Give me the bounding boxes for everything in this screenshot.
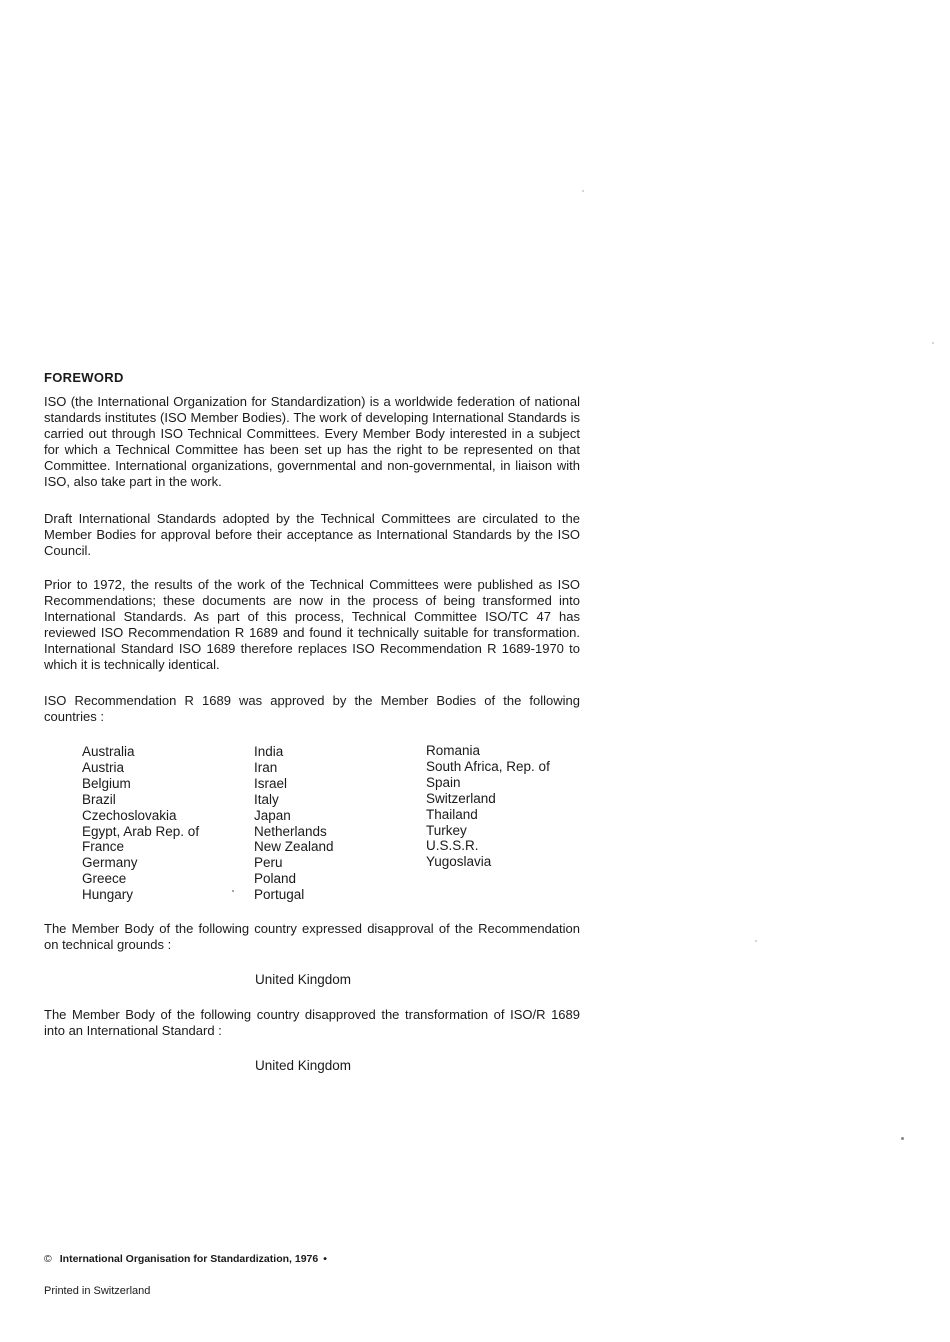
countries-column-2 xyxy=(254,744,334,903)
country-item: Italy xyxy=(254,791,279,807)
foreword-paragraph-transformation-disapproval: The Member Body of the following country disapproved the transformation of ISO/R 1689 into an International Standard : xyxy=(44,1007,580,1038)
country-item: Yugoslavia xyxy=(426,854,492,870)
foreword-paragraph-iso-description: ISO (the International Organization for Standardization) is a worldwide federation of national standards institutes (ISO Member Bodies). The work of developing International Standards is carried out through ISO Technical Committees. Every Member Body interested in a subject for which a Technical Committee has been set up has the right to be represented on that Committee. International organizations, governmental and non-governmental, in liaison with ISO, also take part in the work. xyxy=(44,394,580,489)
country-item: Japan xyxy=(254,807,291,823)
country-item: Brazil xyxy=(82,791,116,807)
country-item: Netherlands xyxy=(254,823,327,839)
country-item: Romania xyxy=(426,743,481,758)
country-item: Peru xyxy=(254,855,283,871)
country-item: Greece xyxy=(82,871,127,887)
country-item: Hungary xyxy=(82,887,134,903)
country-item: Austria xyxy=(82,759,125,775)
foreword-paragraph-transformation: Prior to 1972, the results of the work of the Technical Committees were published as ISO Recommendations; these documents are now in the process of being transformed into International Standards. As part of this process, Technical Committee ISO/TC 47 has reviewed ISO Recommendation R 1689 and found it technically suitable for transformation. International Standard ISO 1689 therefore replaces ISO Recommendation R 1689-1970 to which it is technically identical. xyxy=(44,577,580,672)
country-item: Switzerland xyxy=(426,790,496,806)
country-item: South Africa, Rep. of xyxy=(426,758,550,774)
scan-speck xyxy=(755,940,757,942)
country-item: Thailand xyxy=(426,806,478,822)
country-item: New Zealand xyxy=(254,839,334,855)
country-item: Turkey xyxy=(426,822,467,838)
countries-column-3 xyxy=(426,743,550,870)
scan-speck xyxy=(232,890,234,892)
country-item: France xyxy=(82,839,125,855)
country-item: U.S.S.R. xyxy=(426,838,479,854)
scan-speck xyxy=(582,190,584,192)
transformation-disapproval-country: United Kingdom xyxy=(255,1058,352,1073)
foreword-paragraph-approval: ISO Recommendation R 1689 was approved by the Member Bodies of the following countries : xyxy=(44,693,580,724)
country-item: Belgium xyxy=(82,775,131,791)
country-item: Spain xyxy=(426,774,461,790)
country-item: Egypt, Arab Rep. of xyxy=(82,823,200,839)
country-item: Germany xyxy=(82,855,138,871)
copyright-bullet: • xyxy=(323,1253,327,1265)
country-item: Iran xyxy=(254,759,278,775)
countries-column-1 xyxy=(82,744,199,903)
country-item: India xyxy=(254,744,284,759)
foreword-paragraph-draft-standards: Draft International Standards adopted by the Technical Committees are circulated to the Member Bodies for approval before their acceptance as International Standards by the ISO Council. xyxy=(44,511,580,558)
scan-speck xyxy=(901,1137,904,1140)
foreword-paragraph-technical-disapproval: The Member Body of the following country expressed disapproval of the Recommendation on technical grounds : xyxy=(44,921,580,952)
copyright-symbol: © xyxy=(44,1253,52,1265)
printed-location: Printed in Switzerland xyxy=(44,1285,151,1297)
country-item: Poland xyxy=(254,871,297,887)
copyright-notice xyxy=(44,1253,327,1265)
country-item: Australia xyxy=(82,744,135,759)
technical-disapproval-country: United Kingdom xyxy=(255,972,352,987)
copyright-text: International Organisation for Standardization, 1976 xyxy=(59,1253,319,1265)
country-item: Portugal xyxy=(254,887,305,903)
country-item: Czechoslovakia xyxy=(82,807,177,823)
scan-speck xyxy=(932,342,934,344)
country-item: Israel xyxy=(254,775,288,791)
foreword-heading: FOREWORD xyxy=(44,370,124,385)
